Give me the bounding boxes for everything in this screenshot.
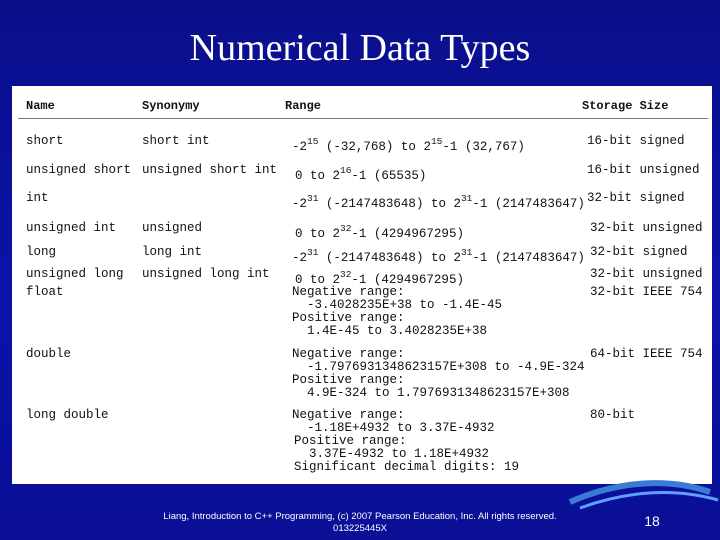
row-range: $-2^{31}$ (-2147483648) to $2^{31}-1$ (2147483647) (292, 247, 585, 265)
row-storage: 32-bit signed (590, 245, 688, 259)
row-synonym: unsigned (142, 221, 203, 235)
header-name: Name (26, 99, 55, 113)
row-name: double (26, 347, 72, 361)
row-name: unsigned short (26, 163, 132, 177)
row-range: 0 to $2^{32}-1$ (4294967295) (295, 269, 464, 287)
row-range: $-2^{15}$ (-32,768) to $2^{15}-1$ (32,767) (292, 136, 525, 154)
row-name: float (26, 285, 64, 299)
footer-line-1: Liang, Introduction to C++ Programming, (c) 2007 Pearson Education, Inc. All rights reserved. (163, 511, 557, 522)
range-line: Negative range: (292, 285, 405, 299)
slide-title: Numerical Data Types (189, 27, 531, 69)
row-storage: 16-bit unsigned (587, 163, 700, 177)
row-storage: 80-bit (590, 408, 636, 422)
row-synonym: unsigned short int (142, 163, 278, 177)
row-storage: 64-bit IEEE 754 (590, 347, 703, 361)
range-line: 1.4E-45 to 3.4028235E+38 (292, 324, 488, 338)
row-storage: 32-bit IEEE 754 (590, 285, 703, 299)
row-name: unsigned int (26, 221, 117, 235)
range-line: Positive range: (292, 373, 405, 387)
footer-copyright (130, 511, 590, 535)
range-line: 3.37E-4932 to 1.18E+4932 (294, 447, 490, 461)
row-name: unsigned long (26, 267, 124, 281)
header-storage: Storage Size (582, 99, 669, 113)
row-synonym: long int (142, 245, 203, 259)
row-name: long double (26, 408, 109, 422)
range-line: Positive range: (292, 311, 405, 325)
row-range: 0 to $2^{16}-1$ (65535) (295, 165, 427, 183)
range-line: -1.18E+4932 to 3.37E-4932 (292, 421, 495, 435)
range-line: -3.4028235E+38 to -1.4E-45 (292, 298, 503, 312)
row-synonym: short int (142, 134, 210, 148)
row-range: 0 to $2^{32}-1$ (4294967295) (295, 223, 464, 241)
range-line: Negative range: (292, 408, 405, 422)
range-line: -1.7976931348623157E+308 to -4.9E-324 (292, 360, 585, 374)
row-synonym: unsigned long int (142, 267, 270, 281)
row-storage: 32-bit unsigned (590, 221, 703, 235)
header-range: Range (285, 99, 322, 113)
page-number: 18 (644, 513, 660, 529)
data-types-table (12, 86, 712, 484)
row-name: int (26, 191, 49, 205)
header-rule (18, 118, 708, 119)
row-name: long (26, 245, 57, 259)
header-synonymy: Synonymy (142, 99, 200, 113)
row-storage: 16-bit signed (587, 134, 685, 148)
footer-line-2: 013225445X (333, 523, 387, 534)
range-line: Positive range: (294, 434, 407, 448)
row-storage: 32-bit unsigned (590, 267, 703, 281)
row-name: short (26, 134, 64, 148)
row-range: $-2^{31}$ (-2147483648) to $2^{31}-1$ (2147483647) (292, 193, 585, 211)
range-line: 4.9E-324 to 1.7976931348623157E+308 (292, 386, 570, 400)
range-line: Negative range: (292, 347, 405, 361)
decorative-swoosh (560, 470, 720, 510)
range-line: Significant decimal digits: 19 (294, 460, 520, 474)
row-storage: 32-bit signed (587, 191, 685, 205)
